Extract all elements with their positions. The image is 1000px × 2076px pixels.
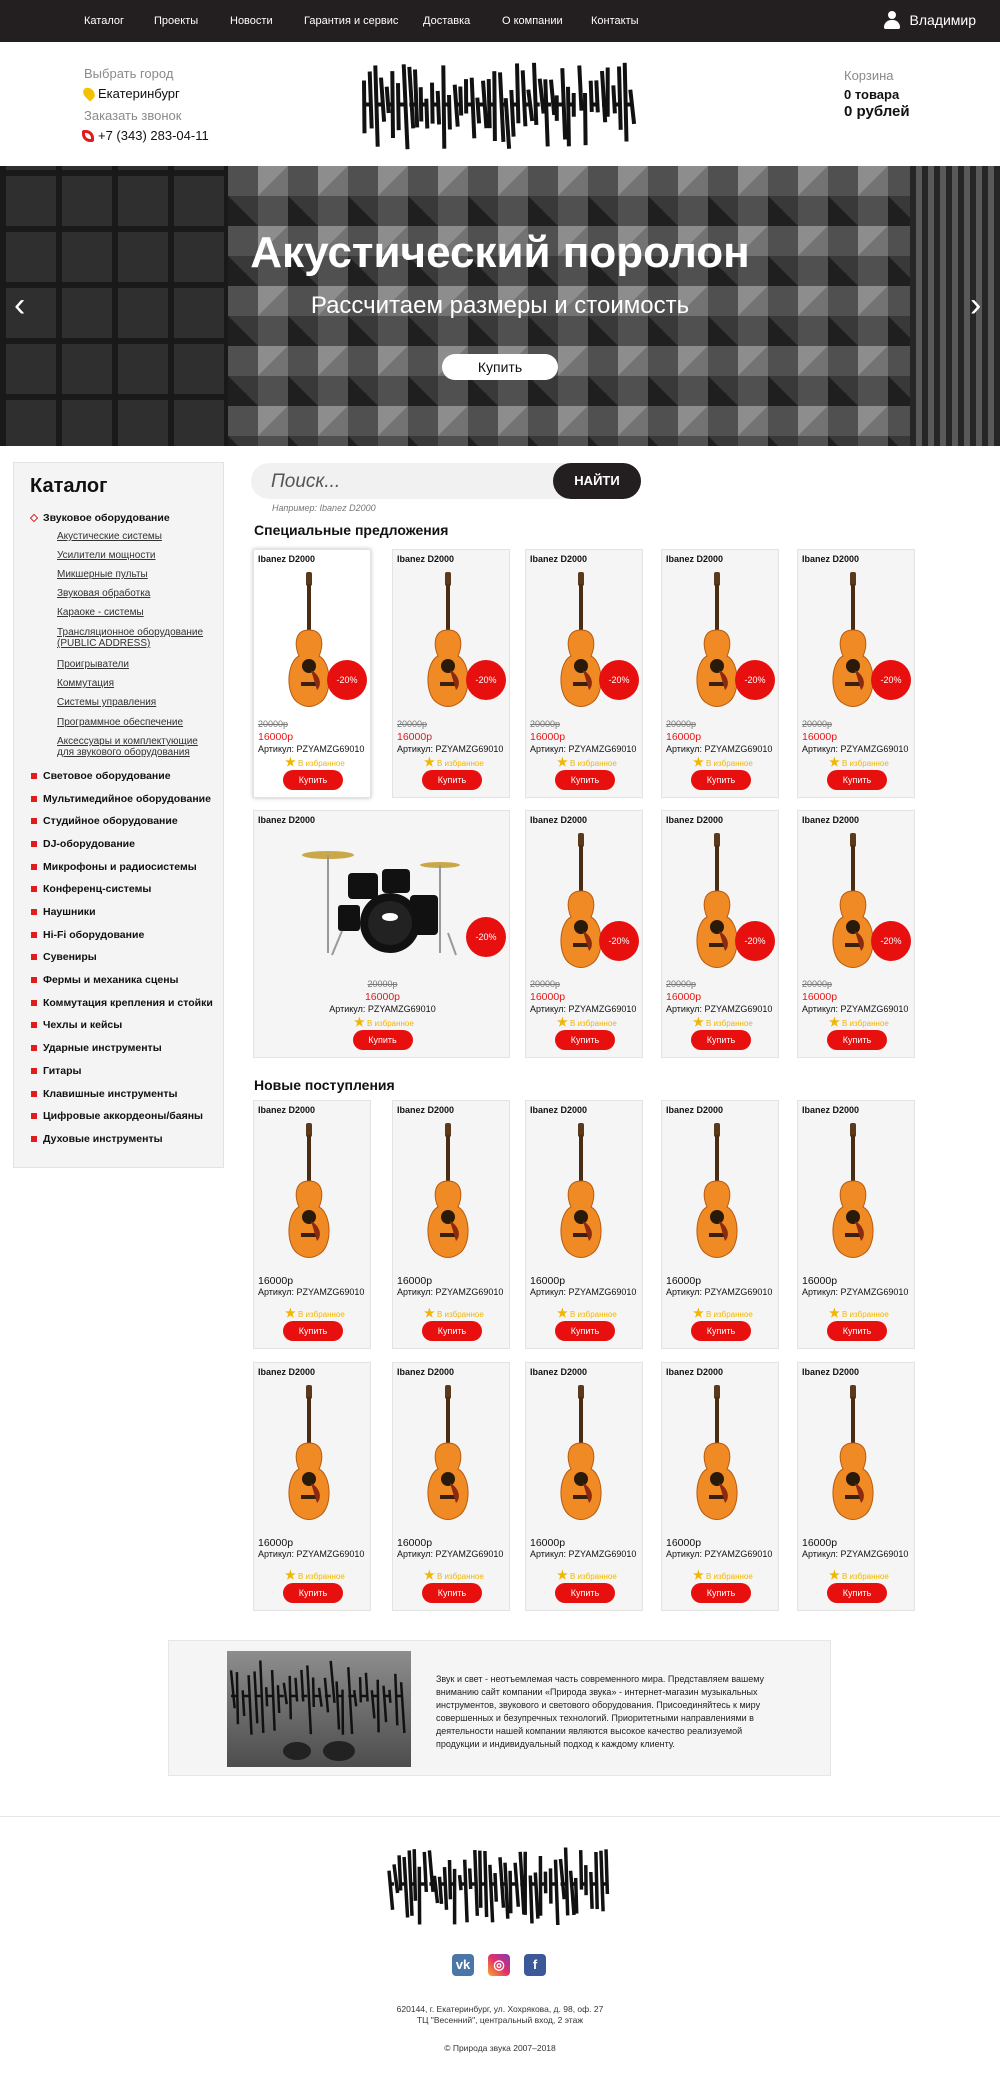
buy-button[interactable]: Купить	[555, 1321, 615, 1341]
bullet-icon	[31, 796, 37, 802]
product-article: Артикул: PZYAMZG69010	[666, 744, 773, 754]
favorite-link[interactable]: ★ В избранное	[693, 1568, 753, 1582]
product-image[interactable]	[298, 833, 468, 968]
product-image[interactable]	[823, 831, 883, 976]
category-item[interactable]: Микрофоны и радиосистемы	[31, 861, 197, 873]
product-image[interactable]	[418, 1121, 478, 1266]
product-card[interactable]	[797, 1100, 915, 1349]
user-icon	[883, 11, 901, 29]
bullet-icon	[31, 1068, 37, 1074]
category-item[interactable]: Сувениры	[31, 951, 97, 963]
hero-banner	[0, 166, 1000, 446]
product-price: 16000р	[258, 1275, 294, 1287]
old-price: 20000р	[530, 979, 561, 989]
favorite-link[interactable]: ★ В избранное	[829, 755, 889, 769]
star-icon: ★	[424, 1568, 435, 1582]
buy-button[interactable]: Купить	[555, 1030, 615, 1050]
buy-button[interactable]: Купить	[827, 770, 887, 790]
favorite-link[interactable]: ★ В избранное	[557, 1015, 617, 1029]
about-photo	[227, 1651, 411, 1767]
product-image[interactable]	[279, 1121, 339, 1266]
footer-address: 620144, г. Екатеринбург, ул. Хохрякова, д. 98, оф. 27	[396, 2004, 604, 2014]
product-name[interactable]: Ibanez D2000	[666, 1367, 724, 1377]
product-name[interactable]: Ibanez D2000	[397, 1105, 455, 1115]
instagram-icon[interactable]: ◎	[488, 1954, 510, 1976]
old-price: 20000р	[397, 719, 428, 729]
product-price: 16000р	[530, 991, 566, 1003]
callback-link[interactable]: Заказать звонок	[84, 108, 182, 123]
user-menu[interactable]	[883, 11, 976, 29]
subcategory-item[interactable]: Усилители мощности	[57, 550, 156, 561]
city-selector[interactable]	[84, 86, 180, 101]
favorite-link[interactable]: ★ В избранное	[285, 755, 345, 769]
old-price: 20000р	[530, 719, 561, 729]
product-price: 16000р	[397, 731, 433, 743]
product-card[interactable]	[661, 549, 779, 798]
category-item[interactable]: Hi-Fi оборудование	[31, 929, 144, 941]
bullet-icon	[31, 864, 37, 870]
product-price: 16000р	[802, 991, 838, 1003]
category-item[interactable]: Клавишные инструменты	[31, 1088, 177, 1100]
buy-button[interactable]: Купить	[422, 1583, 482, 1603]
discount-badge: -20%	[599, 921, 639, 961]
nav-catalog[interactable]: Каталог	[84, 15, 124, 27]
product-name[interactable]: Ibanez D2000	[802, 815, 860, 825]
product-name[interactable]: Ibanez D2000	[258, 1105, 316, 1115]
product-price: 16000р	[802, 1537, 838, 1549]
favorite-link[interactable]: ★ В избранное	[557, 755, 617, 769]
favorite-link[interactable]: ★ В избранное	[557, 1568, 617, 1582]
star-icon: ★	[693, 1015, 704, 1029]
search-example: Например: Ibanez D2000	[272, 503, 376, 513]
subcategory-item[interactable]: Микшерные пульты	[57, 569, 148, 580]
product-price: 16000р	[364, 991, 401, 1003]
product-article: Артикул: PZYAMZG69010	[530, 744, 637, 754]
product-article: Артикул: PZYAMZG69010	[397, 744, 504, 754]
cart-items[interactable]: 0 товара	[844, 87, 900, 102]
bullet-icon	[31, 1000, 37, 1006]
star-icon: ★	[829, 1306, 840, 1320]
product-name[interactable]: Ibanez D2000	[530, 1367, 588, 1377]
subcategory-item[interactable]: Караоке - системы	[57, 607, 144, 618]
product-card[interactable]	[797, 549, 915, 798]
star-icon: ★	[557, 1015, 568, 1029]
product-image[interactable]	[687, 570, 747, 715]
product-article: Артикул: PZYAMZG69010	[397, 1287, 504, 1297]
product-name[interactable]: Ibanez D2000	[530, 815, 588, 825]
hero-title: Акустический поролон	[250, 228, 750, 277]
product-image[interactable]	[551, 831, 611, 976]
discount-badge: -20%	[735, 921, 775, 961]
favorite-link[interactable]: ★ В избранное	[285, 1306, 345, 1320]
category-item[interactable]: Световое оборудование	[31, 770, 171, 782]
bullet-icon	[31, 818, 37, 824]
favorite-link[interactable]: ★ В избранное	[693, 755, 753, 769]
category-item[interactable]: Наушники	[31, 906, 96, 918]
catalog-sidebar	[13, 462, 224, 1168]
product-image[interactable]	[551, 570, 611, 715]
star-icon: ★	[285, 755, 296, 769]
product-name[interactable]: Ibanez D2000	[397, 554, 455, 564]
phone-icon	[82, 130, 94, 142]
product-price: 16000р	[530, 731, 566, 743]
location-pin-icon	[81, 85, 97, 101]
product-card[interactable]	[661, 1100, 779, 1349]
product-article: Артикул: PZYAMZG69010	[802, 744, 909, 754]
subcategory-item[interactable]: Коммутация	[57, 678, 115, 689]
product-article: Артикул: PZYAMZG69010	[530, 1549, 637, 1559]
product-price: 16000р	[530, 1537, 566, 1549]
discount-badge: -20%	[735, 660, 775, 700]
favorite-link[interactable]: ★ В избранное	[829, 1306, 889, 1320]
catalog-title: Каталог	[30, 475, 108, 497]
product-price: 16000р	[530, 1275, 566, 1287]
phone-text: +7 (343) 283-04-11	[98, 128, 209, 143]
product-article: Артикул: PZYAMZG69010	[666, 1287, 773, 1297]
buy-button[interactable]: Купить	[353, 1030, 413, 1050]
favorite-link[interactable]: ★ В избранное	[424, 1306, 484, 1320]
star-icon: ★	[285, 1306, 296, 1320]
category-item[interactable]: Студийное оборудование	[31, 815, 178, 827]
buy-button[interactable]: Купить	[555, 770, 615, 790]
subcategory-item[interactable]: Программное обеспечение	[57, 717, 184, 728]
buy-button[interactable]: Купить	[827, 1321, 887, 1341]
product-card[interactable]	[525, 549, 643, 798]
product-image[interactable]	[418, 570, 478, 715]
product-card[interactable]	[253, 810, 510, 1058]
product-article: Артикул: PZYAMZG69010	[802, 1549, 909, 1559]
product-name[interactable]: Ibanez D2000	[802, 554, 860, 564]
top-navigation	[0, 0, 1000, 42]
old-price: 20000р	[258, 719, 289, 729]
bullet-icon	[31, 886, 37, 892]
product-price: 16000р	[397, 1537, 433, 1549]
product-card[interactable]	[797, 1362, 915, 1611]
product-image[interactable]	[823, 1383, 883, 1528]
buy-button[interactable]: Купить	[422, 1321, 482, 1341]
buy-button[interactable]: Купить	[422, 770, 482, 790]
city-name: Екатеринбург	[98, 86, 180, 101]
product-price: 16000р	[258, 1537, 294, 1549]
product-card[interactable]	[661, 810, 779, 1058]
buy-button[interactable]: Купить	[691, 1321, 751, 1341]
site-logo[interactable]	[360, 52, 640, 157]
favorite-link[interactable]: ★ В избранное	[424, 1568, 484, 1582]
nav-projects[interactable]: Проекты	[154, 15, 199, 27]
product-card[interactable]	[392, 1100, 510, 1349]
bullet-icon	[31, 954, 37, 960]
product-image[interactable]	[823, 1121, 883, 1266]
nav-news[interactable]: Новости	[230, 15, 273, 27]
product-article: Артикул: PZYAMZG69010	[397, 1549, 504, 1559]
star-icon: ★	[424, 1306, 435, 1320]
product-name[interactable]: Ibanez D2000	[530, 554, 588, 564]
product-name[interactable]: Ibanez D2000	[666, 815, 724, 825]
product-article: Артикул: PZYAMZG69010	[666, 1004, 773, 1014]
product-price: 16000р	[666, 1275, 702, 1287]
subcategory-item[interactable]: Звуковая обработка	[57, 588, 151, 599]
product-card[interactable]	[525, 810, 643, 1058]
old-price: 20000р	[802, 719, 833, 729]
product-article: Артикул: PZYAMZG69010	[802, 1287, 909, 1297]
product-card[interactable]	[253, 549, 371, 798]
nav-warranty[interactable]: Гарантия и сервис	[304, 15, 399, 27]
category-item[interactable]: Гитары	[31, 1065, 82, 1077]
category-item[interactable]: Духовые инструменты	[31, 1133, 163, 1145]
star-icon: ★	[829, 755, 840, 769]
buy-button[interactable]: Купить	[283, 770, 343, 790]
product-article: Артикул: PZYAMZG69010	[258, 744, 365, 754]
bullet-icon	[31, 1136, 37, 1142]
nav-about[interactable]: О компании	[502, 15, 563, 27]
old-price: 20000р	[666, 979, 697, 989]
buy-button[interactable]: Купить	[283, 1583, 343, 1603]
star-icon: ★	[285, 1568, 296, 1582]
city-label[interactable]: Выбрать город	[84, 66, 174, 81]
bullet-icon	[31, 841, 37, 847]
buy-button[interactable]: Купить	[827, 1583, 887, 1603]
nav-contacts[interactable]: Контакты	[591, 15, 639, 27]
bullet-icon	[31, 1113, 37, 1119]
category-item[interactable]: DJ-оборудование	[31, 838, 135, 850]
product-image[interactable]	[687, 831, 747, 976]
category-item[interactable]: Чехлы и кейсы	[31, 1019, 122, 1031]
star-icon: ★	[693, 1306, 704, 1320]
special-offers-title: Специальные предложения	[254, 522, 449, 538]
facebook-icon[interactable]: f	[524, 1954, 546, 1976]
product-name[interactable]: Ibanez D2000	[397, 1367, 455, 1377]
product-image[interactable]	[418, 1383, 478, 1528]
star-icon: ★	[557, 1306, 568, 1320]
discount-badge: -20%	[871, 660, 911, 700]
buy-button[interactable]: Купить	[691, 770, 751, 790]
discount-badge: -20%	[871, 921, 911, 961]
slider-next-icon[interactable]: ›	[970, 286, 982, 324]
product-card[interactable]	[797, 810, 915, 1058]
hero-buy-button[interactable]: Купить	[442, 354, 558, 380]
subcategory-item[interactable]: Системы управления	[57, 697, 157, 708]
old-price: 20000р	[802, 979, 833, 989]
product-name[interactable]: Ibanez D2000	[666, 554, 724, 564]
product-name[interactable]: Ibanez D2000	[802, 1367, 860, 1377]
bullet-icon	[31, 1091, 37, 1097]
product-price: 16000р	[666, 1537, 702, 1549]
cart-sum[interactable]: 0 рублей	[844, 103, 910, 120]
discount-badge: -20%	[466, 917, 506, 957]
product-name[interactable]: Ibanez D2000	[666, 1105, 724, 1115]
product-image[interactable]	[687, 1121, 747, 1266]
bullet-icon	[31, 909, 37, 915]
product-image[interactable]	[279, 1383, 339, 1528]
product-card[interactable]	[525, 1362, 643, 1611]
category-sound[interactable]: Звуковое оборудование	[31, 512, 170, 524]
star-icon: ★	[557, 1568, 568, 1582]
product-card[interactable]	[661, 1362, 779, 1611]
buy-button[interactable]: Купить	[827, 1030, 887, 1050]
discount-badge: -20%	[466, 660, 506, 700]
product-image[interactable]	[551, 1383, 611, 1528]
search-button[interactable]: НАЙТИ	[553, 463, 641, 499]
footer-address-2: ТЦ "Весенний", центральный вход, 2 этаж	[416, 2015, 584, 2025]
product-image[interactable]	[687, 1383, 747, 1528]
product-card[interactable]	[392, 549, 510, 798]
subcategory-item[interactable]: Акустические системы	[57, 531, 162, 542]
old-price: 20000р	[367, 979, 398, 989]
bullet-icon	[31, 977, 37, 983]
star-icon: ★	[424, 755, 435, 769]
product-image[interactable]	[823, 570, 883, 715]
old-price: 20000р	[666, 719, 697, 729]
product-name[interactable]: Ibanez D2000	[802, 1105, 860, 1115]
star-icon: ★	[354, 1015, 365, 1029]
discount-badge: -20%	[327, 660, 367, 700]
nav-delivery[interactable]: Доставка	[423, 15, 471, 27]
favorite-link[interactable]: ★ В избранное	[424, 755, 484, 769]
product-card[interactable]	[525, 1100, 643, 1349]
bullet-icon	[31, 773, 37, 779]
footer-copyright: © Природа звука 2007–2018	[444, 2043, 556, 2053]
product-article: Артикул: PZYAMZG69010	[329, 1004, 436, 1014]
about-block	[168, 1640, 831, 1776]
hero-subtitle: Рассчитаем размеры и стоимость	[310, 292, 690, 319]
product-price: 16000р	[802, 731, 838, 743]
category-item[interactable]: Фермы и механика сцены	[31, 974, 179, 986]
about-text: Звук и свет - неотъемлемая часть современного мира. Представляем вашему вниманию сайт компании «Природа звука» - интернет-магазин музыкальных инструментов, звукового и светового оборудования. Присоединяйтесь к миру совершенных и безупречных технологий. Приоритетными направлениями в деятельности нашей компании являются высокое качество реализуемой продукции и индивидуальный подход к каждому клиенту.	[436, 1674, 765, 1749]
category-item[interactable]: Ударные инструменты	[31, 1042, 162, 1054]
subcategory-item[interactable]: Проигрыватели	[57, 659, 129, 670]
cart-label[interactable]: Корзина	[844, 68, 894, 83]
discount-badge: -20%	[599, 660, 639, 700]
bullet-icon	[31, 932, 37, 938]
user-name: Владимир	[909, 12, 976, 28]
star-icon: ★	[557, 755, 568, 769]
buy-button[interactable]: Купить	[555, 1583, 615, 1603]
category-item[interactable]: Конференц-системы	[31, 883, 151, 895]
star-icon: ★	[829, 1015, 840, 1029]
product-article: Артикул: PZYAMZG69010	[666, 1549, 773, 1559]
site-header	[0, 42, 1000, 166]
product-image[interactable]	[279, 570, 339, 715]
product-card[interactable]	[253, 1362, 371, 1611]
subcategory-item[interactable]: Трансляционное оборудование (PUBLIC ADDRESS)	[57, 627, 204, 649]
product-name[interactable]: Ibanez D2000	[258, 554, 316, 564]
search-input[interactable]: Поиск...	[271, 471, 341, 492]
vk-icon[interactable]: vk	[452, 1954, 474, 1976]
product-article: Артикул: PZYAMZG69010	[530, 1004, 637, 1014]
star-icon: ★	[829, 1568, 840, 1582]
phone-number[interactable]	[82, 128, 209, 143]
product-image[interactable]	[551, 1121, 611, 1266]
category-item[interactable]: Мультимедийное оборудование	[31, 793, 211, 805]
favorite-link[interactable]: ★ В избранное	[557, 1306, 617, 1320]
buy-button[interactable]: Купить	[691, 1030, 751, 1050]
buy-button[interactable]: Купить	[283, 1321, 343, 1341]
product-name[interactable]: Ibanez D2000	[258, 1367, 316, 1377]
favorite-link[interactable]: ★ В избранное	[693, 1015, 753, 1029]
product-card[interactable]	[253, 1100, 371, 1349]
product-name[interactable]: Ibanez D2000	[530, 1105, 588, 1115]
bullet-icon	[31, 1022, 37, 1028]
subcategory-item[interactable]: Аксессуары и комплектующие для звукового оборудования	[57, 736, 198, 758]
category-item[interactable]: Цифровые аккордеоны/баяны	[31, 1110, 203, 1122]
product-article: Артикул: PZYAMZG69010	[530, 1287, 637, 1297]
product-price: 16000р	[397, 1275, 433, 1287]
open-diamond-icon	[30, 514, 38, 522]
search-bar	[251, 463, 641, 499]
product-article: Артикул: PZYAMZG69010	[258, 1549, 365, 1559]
product-name[interactable]: Ibanez D2000	[258, 815, 316, 825]
footer-logo[interactable]	[385, 1838, 615, 1930]
slider-prev-icon[interactable]: ‹	[14, 286, 26, 324]
product-card[interactable]	[392, 1362, 510, 1611]
product-price: 16000р	[666, 731, 702, 743]
favorite-link[interactable]: ★ В избранное	[829, 1568, 889, 1582]
product-article: Артикул: PZYAMZG69010	[258, 1287, 365, 1297]
favorite-link[interactable]: ★ В избранное	[693, 1306, 753, 1320]
favorite-link[interactable]: ★ В избранное	[829, 1015, 889, 1029]
product-price: 16000р	[258, 731, 294, 743]
new-arrivals-title: Новые поступления	[254, 1077, 395, 1093]
buy-button[interactable]: Купить	[691, 1583, 751, 1603]
star-icon: ★	[693, 755, 704, 769]
favorite-link[interactable]: ★ В избранное	[354, 1015, 414, 1029]
bullet-icon	[31, 1045, 37, 1051]
star-icon: ★	[693, 1568, 704, 1582]
favorite-link[interactable]: ★ В избранное	[285, 1568, 345, 1582]
product-price: 16000р	[802, 1275, 838, 1287]
product-article: Артикул: PZYAMZG69010	[802, 1004, 909, 1014]
product-price: 16000р	[666, 991, 702, 1003]
category-item[interactable]: Коммутация крепления и стойки	[31, 997, 213, 1009]
